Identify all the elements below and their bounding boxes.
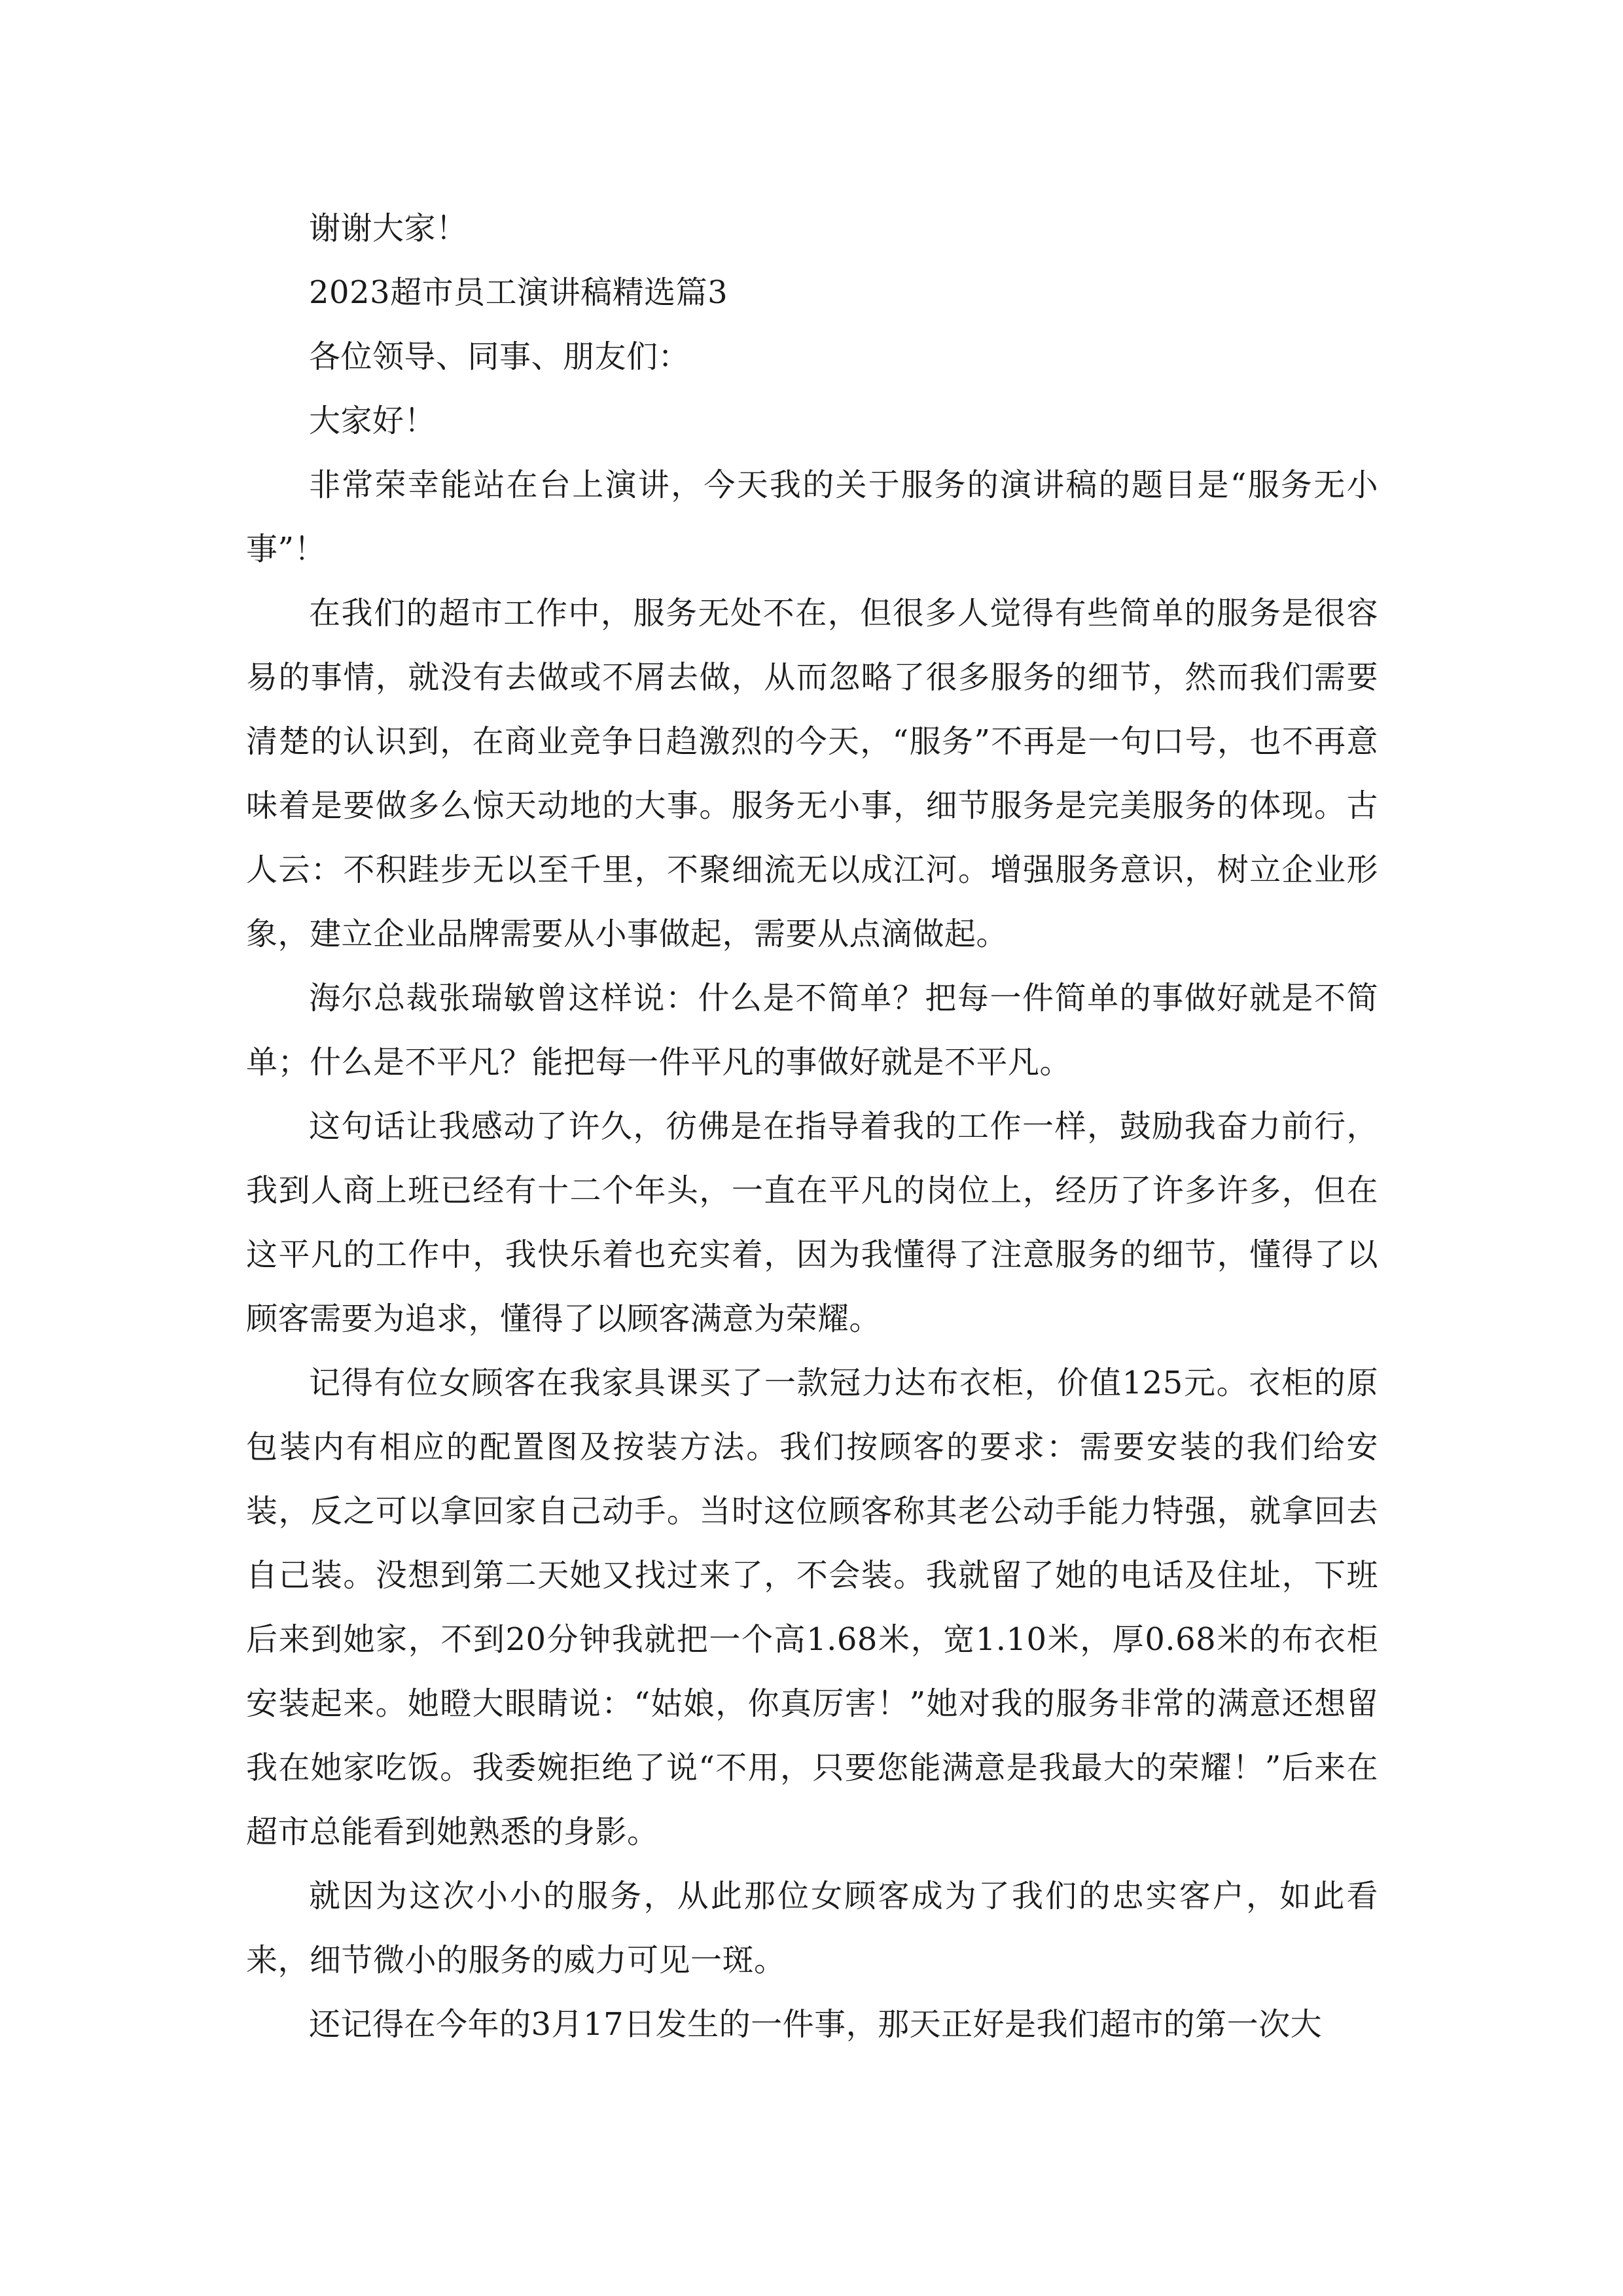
document-body xyxy=(246,196,1378,2056)
paragraph-service-everywhere: 在我们的超市工作中，服务无处不在，但很多人觉得有些简单的服务是很容易的事情，就没有去做或不屑去做，从而忽略了很多服务的细节，然而我们需要清楚的认识到，在商业竞争日趋激烈的今天，“服务”不再是一句口号，也不再意味着是要做多么惊天动地的大事。服务无小事，细节服务是完美服务的体现。古人云：不积跬步无以至千里，不聚细流无以成江河。增强服务意识，树立企业形象，建立企业品牌需要从小事做起，需要从点滴做起。 xyxy=(246,595,1378,952)
salutation: 各位领导、同事、朋友们： xyxy=(309,338,690,375)
speech-title: 2023超市员工演讲稿精选篇3 xyxy=(309,274,728,311)
paragraph-march-event: 还记得在今年的3月17日发生的一件事，那天正好是我们超市的第一次大 xyxy=(309,2006,1323,2043)
paragraph-wardrobe-story: 记得有位女顾客在我家具课买了一款冠力达布衣柜，价值125元。衣柜的原包装内有相应的配置图及按装方法。我们按顾客的要求：需要安装的我们给安装，反之可以拿回家自己动手。当时这位顾客称其老公动手能力特强，就拿回去自己装。没想到第二天她又找过来了，不会装。我就留了她的电话及住址，下班后来到她家，不到20分钟我就把一个高1.68米，宽1.10米，厚0.68米的布衣柜安装起来。她瞪大眼睛说：“姑娘，你真厉害！”她对我的服务非常的满意还想留我在她家吃饭。我委婉拒绝了说“不用，只要您能满意是我最大的荣耀！”后来在超市总能看到她熟悉的身影。 xyxy=(246,1365,1378,1850)
greeting: 大家好！ xyxy=(309,403,437,439)
paragraph-haier-quote: 海尔总裁张瑞敏曾这样说：什么是不简单？把每一件简单的事做好就是不简单；什么是不平凡？能把每一件平凡的事做好就是不平凡。 xyxy=(246,980,1378,1081)
closing-thanks: 谢谢大家！ xyxy=(309,210,468,247)
paragraph-loyal-customer: 就因为这次小小的服务，从此那位女顾客成为了我们的忠实客户，如此看来，细节微小的服务的威力可见一斑。 xyxy=(246,1878,1378,1979)
paragraph-reflection: 这句话让我感动了许久，彷佛是在指导着我的工作一样，鼓励我奋力前行，我到人商上班已经有十二个年头，一直在平凡的岗位上，经历了许多许多，但在这平凡的工作中，我快乐着也充实着，因为我懂得了注意服务的细节，懂得了以顾客需要为追求，懂得了以顾客满意为荣耀。 xyxy=(246,1108,1378,1337)
paragraph-intro: 非常荣幸能站在台上演讲，今天我的关于服务的演讲稿的题目是“服务无小事”！ xyxy=(246,467,1378,567)
